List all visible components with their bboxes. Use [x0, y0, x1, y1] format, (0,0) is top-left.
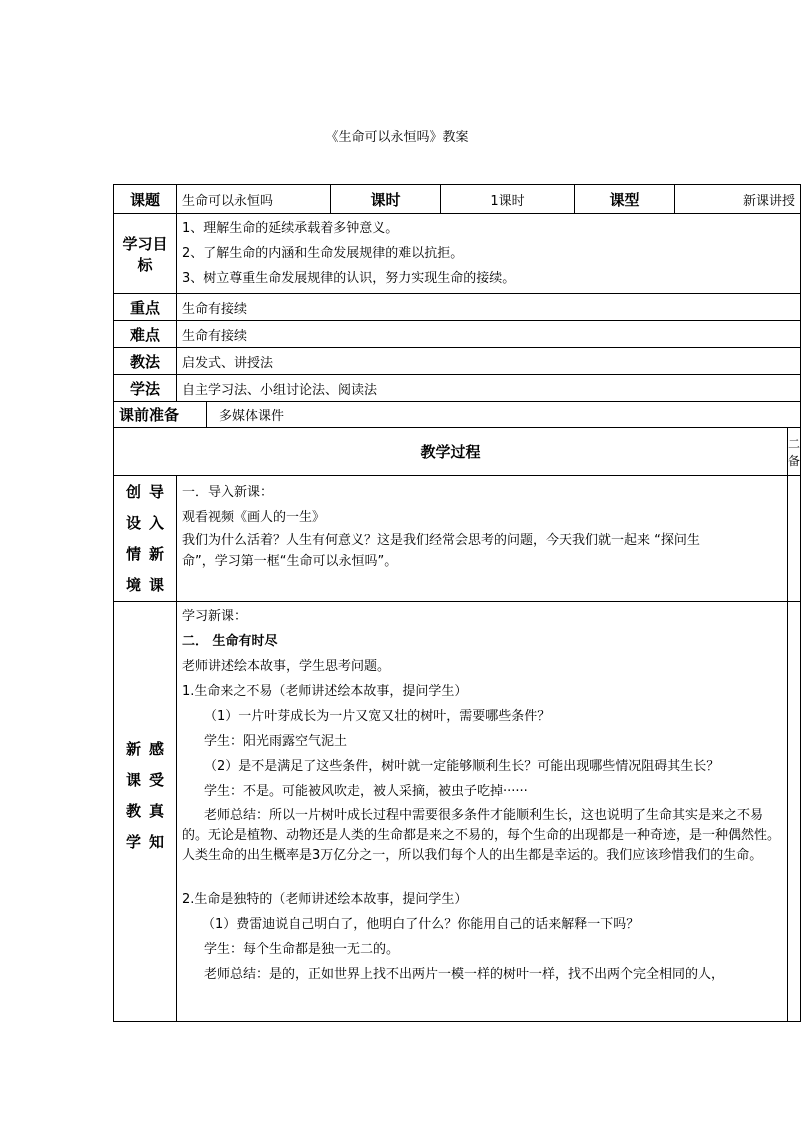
hours-label: 课时: [331, 185, 441, 214]
goal-item: 2、了解生命的内涵和生命发展规律的难以抗拒。: [182, 246, 464, 261]
process-side-partial: 二 备: [788, 428, 801, 476]
learning-method-label: 学法: [114, 375, 177, 402]
intro-label: 创 设 情 境 导 入 新 课: [114, 476, 177, 602]
goals-list: [177, 214, 801, 294]
prep-label: 课前准备: [114, 402, 207, 428]
hours-value: 1课时: [441, 185, 575, 214]
difficulty-label: 难点: [114, 321, 177, 348]
key-label: 重点: [114, 294, 177, 321]
prep-value: 多媒体课件: [207, 402, 801, 428]
type-label: 课型: [575, 185, 675, 214]
lesson-plan-table: [113, 184, 801, 1022]
row-topic: [114, 185, 801, 214]
goal-item: 3、树立尊重生命发展规律的认识，努力实现生命的接续。: [182, 271, 516, 286]
key-value: 生命有接续: [177, 294, 801, 321]
row-new-lesson: [114, 602, 801, 1022]
type-value: 新课讲授: [675, 185, 801, 214]
topic-value: 生命可以永恒吗: [177, 185, 331, 214]
row-teaching-method: [114, 348, 801, 375]
intro-content: 一．导入新课： 观看视频《画人的一生》 我们为什么活着？人生有何意义？这是我们经常会思考的问题，今天我们就一起来 “探问生 命”，学习第一框“生命可以永恒吗”。: [177, 476, 788, 602]
process-label: 教学过程: [114, 428, 788, 476]
row-goals: [114, 214, 801, 294]
new-lesson-content: 学习新课： 二． 生命有时尽 老师讲述绘本故事，学生思考问题。 1.生命来之不易（老师讲述绘本故事，提问学生） （1）一片叶芽成长为一片又宽又壮的树叶，需要哪些条件？ 学生：阳光雨露空气泥土 （2）是不是满足了这些条件，树叶就一定能够顺利生长？可能出现哪些情况阻碍其生长？ 学生：不是。可能被风吹走，被人采摘，被虫子吃掉······ 老师总结：所以一片树叶成长过程中需要很多条件才能顺利生长，这也说明了生命其实是来之不易的。无论是植物、动物还是人类的生命都是来之不易的，每个生命的出现都是一种奇迹，是一种偶然性。人类生命的出生概率是3万亿分之一，所以我们每个人的出生都是幸运的。我们应该珍惜我们的生命。 2.生命是独特的（老师讲述绘本故事，提问学生） （1）费雷迪说自己明白了，他明白了什么？你能用自己的话来解释一下吗？ 学生：每个生命都是独一无二的。 老师总结：是的，正如世界上找不出两片一模一样的树叶一样，找不出两个完全相同的人，: [177, 602, 788, 1022]
learning-method-value: 自主学习法、小组讨论法、阅读法: [177, 375, 801, 402]
document-title: 《生命可以永恒吗》教案: [325, 130, 469, 145]
row-process-header: [114, 428, 801, 476]
row-difficulty: [114, 321, 801, 348]
row-learning-method: [114, 375, 801, 402]
new-lesson-label: 新 课 教 学 感 受 真 知: [114, 602, 177, 1022]
difficulty-value: 生命有接续: [177, 321, 801, 348]
row-intro: [114, 476, 801, 602]
topic-label: 课题: [114, 185, 177, 214]
teaching-method-value: 启发式、讲授法: [177, 348, 801, 375]
teaching-method-label: 教法: [114, 348, 177, 375]
row-key: [114, 294, 801, 321]
goals-label: 学习目 标: [114, 214, 177, 294]
goal-item: 1、理解生命的延续承载着多钟意义。: [182, 221, 399, 236]
row-prep: [114, 402, 801, 428]
